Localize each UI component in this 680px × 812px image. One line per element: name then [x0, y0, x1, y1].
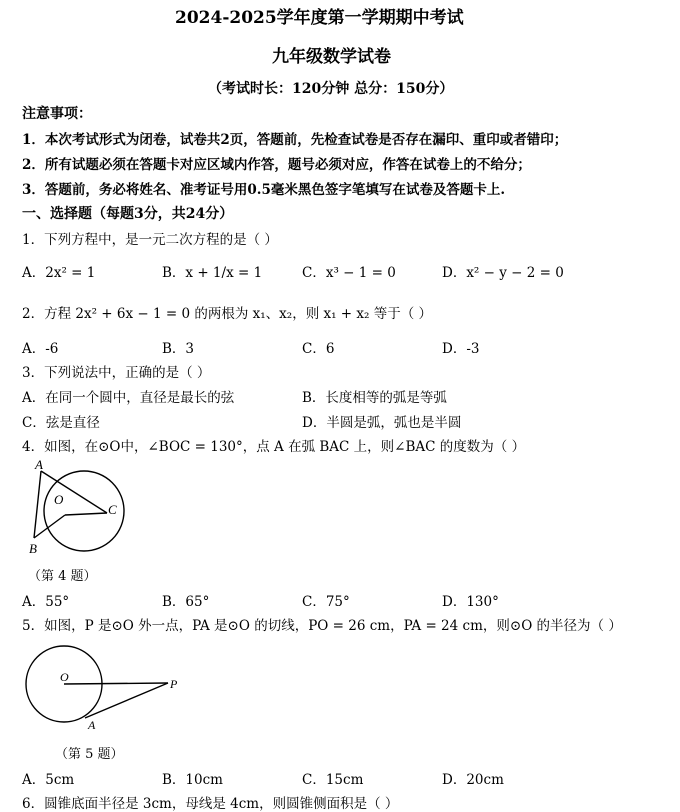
- question-2-option-d: D．-3: [442, 341, 480, 357]
- question-4-option-a: A．55°: [22, 594, 70, 610]
- note-item-3: 3．答题前，务必将姓名、准考证号用0.5毫米黑色签字笔填写在试卷及答题卡上.: [22, 182, 506, 198]
- question-1-option-b: B．x + 1/x = 1: [162, 265, 263, 281]
- note-item-1: 1．本次考试形式为闭卷，试卷共2页，答题前，先检查试卷是否存在漏印、重印或者错印；: [22, 132, 568, 148]
- question-2-option-b: B．3: [162, 341, 195, 357]
- label-p: P: [170, 677, 178, 691]
- exam-title: 2024-2025学年度第一学期期中考试: [175, 8, 464, 28]
- question-2-option-a: A．-6: [22, 341, 59, 357]
- question-5-figure: [20, 638, 190, 730]
- label-a: A: [35, 458, 43, 472]
- note-item-2: 2．所有试题必须在答题卡对应区域内作答，题号必须对应，作答在试卷上的不给分；: [22, 157, 531, 173]
- question-1-option-c: C．x³ − 1 = 0: [302, 265, 396, 281]
- question-5-option-b: B．10cm: [162, 772, 223, 788]
- label-a: A: [88, 718, 96, 730]
- question-4-option-c: C．75°: [302, 594, 350, 610]
- question-3-option-c: C．弦是直径: [22, 415, 100, 431]
- question-3-option-d: D．半圆是弧，弧也是半圆: [302, 415, 462, 431]
- question-1-stem: 1．下列方程中，是一元二次方程的是（ ）: [22, 232, 278, 248]
- question-5-option-c: C．15cm: [302, 772, 364, 788]
- question-1-option-a: A．2x² = 1: [22, 265, 96, 281]
- question-4-figure: [20, 458, 130, 558]
- question-5-option-a: A．5cm: [22, 772, 75, 788]
- paper-subtitle: 九年级数学试卷: [272, 47, 391, 67]
- label-o: O: [54, 492, 64, 507]
- question-1-option-d: D．x² − y − 2 = 0: [442, 265, 564, 281]
- segment-oc: [65, 513, 107, 515]
- segment-ac: [41, 471, 107, 513]
- section-heading: 一、选择题（每题3分，共24分）: [22, 206, 234, 222]
- question-3-option-b: B．长度相等的弧是等弧: [302, 390, 447, 406]
- label-b: B: [29, 541, 37, 556]
- question-3-option-a: A．在同一个圆中，直径是最长的弦: [22, 390, 235, 406]
- question-2-option-c: C．6: [302, 341, 335, 357]
- segment-op: [64, 683, 168, 684]
- question-6-stem: 6．圆锥底面半径是 3cm，母线是 4cm，则圆锥侧面积是（ ）: [22, 796, 399, 812]
- segment-ab: [34, 471, 41, 538]
- question-5-option-d: D．20cm: [442, 772, 504, 788]
- question-4-stem: 4．如图，在⊙O中，∠BOC = 130°，点 A 在弧 BAC 上，则∠BAC 的度数为（ ）: [22, 439, 526, 455]
- exam-info: （考试时长：120分钟 总分：150分）: [208, 81, 454, 97]
- question-4-option-b: B．65°: [162, 594, 210, 610]
- question-5-stem: 5．如图，P 是⊙O 外一点，PA 是⊙O 的切线，PO = 26 cm，PA = 24 cm，则⊙O 的半径为（ ）: [22, 618, 622, 634]
- question-2-stem: 2．方程 2x² + 6x − 1 = 0 的两根为 x₁、x₂，则 x₁ + x₂ 等于（ ）: [22, 306, 433, 322]
- question-4-option-d: D．130°: [442, 594, 499, 610]
- question-5-caption: （第 5 题）: [55, 747, 124, 762]
- question-4-caption: （第 4 题）: [28, 569, 97, 584]
- question-3-stem: 3．下列说法中，正确的是（ ）: [22, 365, 211, 381]
- label-c: C: [108, 502, 117, 517]
- segment-ob: [34, 515, 65, 538]
- notes-heading: 注意事项：: [22, 106, 92, 122]
- tangent-pa: [85, 683, 168, 718]
- label-o: O: [60, 670, 69, 684]
